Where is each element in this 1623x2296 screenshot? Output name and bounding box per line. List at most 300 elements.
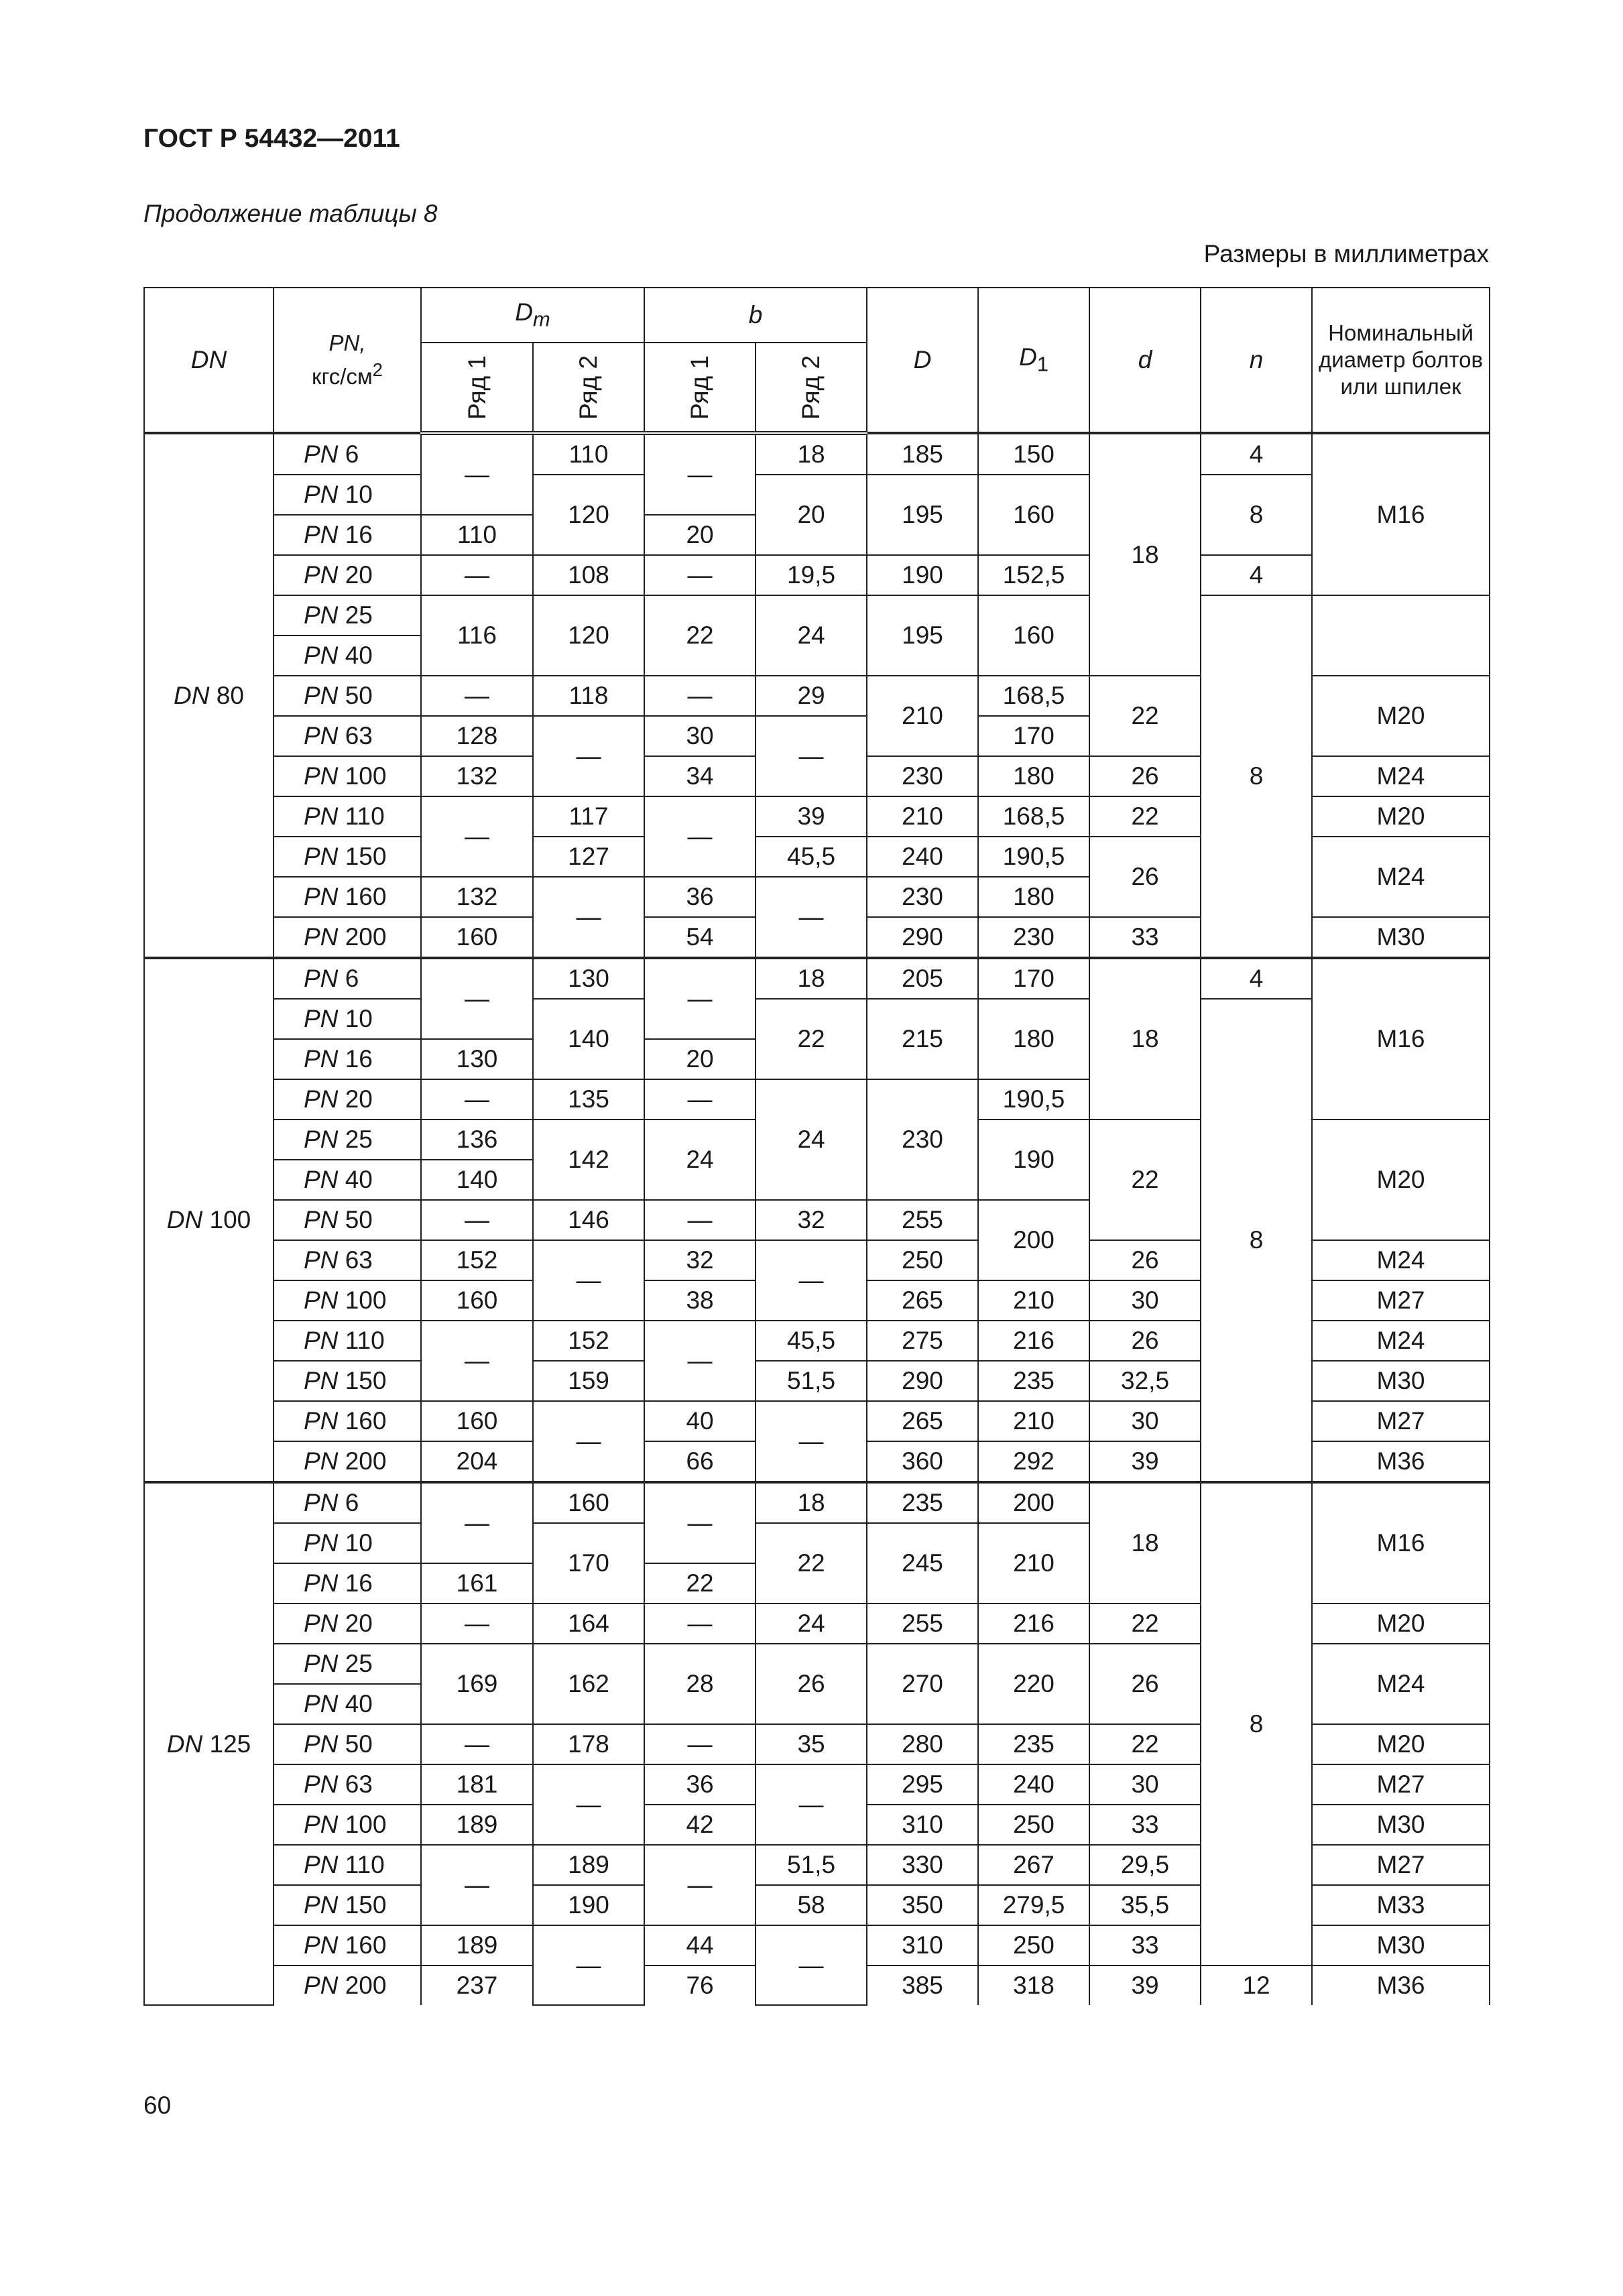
cell: 58 (756, 1885, 867, 1925)
header-dm-row2: Ряд 2 (533, 343, 644, 433)
cell: 190,5 (978, 837, 1089, 877)
table-row (144, 555, 1490, 595)
cell: 30 (644, 716, 756, 756)
pn-cell: PN 200 (274, 1441, 421, 1482)
cell: 162 (533, 1644, 644, 1724)
pn-cell: PN 100 (274, 1805, 421, 1845)
cell: М24 (1312, 1240, 1490, 1280)
cell: 195 (867, 595, 978, 676)
flange-dimensions-table (143, 287, 1490, 2006)
cell: 34 (644, 756, 756, 796)
cell: М16 (1312, 433, 1490, 595)
cell: 12 (1201, 1966, 1312, 2005)
cell: 4 (1201, 958, 1312, 999)
pn-cell: PN 63 (274, 1764, 421, 1805)
cell: 215 (867, 999, 978, 1079)
cell: М27 (1312, 1845, 1490, 1885)
cell: 32 (644, 1240, 756, 1280)
cell: — (644, 1845, 756, 1925)
pn-cell: PN 100 (274, 1280, 421, 1321)
units-note: Размеры в миллиметрах (1203, 240, 1489, 267)
cell: 180 (978, 756, 1089, 796)
pn-cell: PN 50 (274, 1724, 421, 1764)
cell: 310 (867, 1925, 978, 1966)
cell: — (421, 1079, 533, 1120)
cell: 152 (533, 1321, 644, 1361)
cell: 22 (756, 1523, 867, 1604)
pn-cell: PN 16 (274, 1563, 421, 1604)
cell: 146 (533, 1200, 644, 1240)
cell: 152 (421, 1240, 533, 1280)
cell: 33 (1089, 917, 1201, 958)
cell: 33 (1089, 1925, 1201, 1966)
cell: 235 (978, 1361, 1089, 1401)
pn-cell: PN 10 (274, 1523, 421, 1563)
cell: 135 (533, 1079, 644, 1120)
pn-cell: PN 25 (274, 1120, 421, 1160)
cell: 40 (644, 1401, 756, 1441)
cell: 39 (1089, 1966, 1201, 2005)
cell: 140 (421, 1160, 533, 1200)
cell: — (421, 555, 533, 595)
cell: — (644, 958, 756, 1039)
cell: 169 (421, 1644, 533, 1724)
cell (1312, 595, 1490, 676)
cell: — (533, 877, 644, 958)
cell: 160 (978, 595, 1089, 676)
cell: М16 (1312, 1482, 1490, 1604)
cell: — (644, 555, 756, 595)
cell: — (644, 1079, 756, 1120)
cell: 265 (867, 1401, 978, 1441)
header-dn: DN (144, 288, 274, 433)
cell: 130 (533, 958, 644, 999)
cell: 29 (756, 676, 867, 716)
cell: 350 (867, 1885, 978, 1925)
cell: — (421, 796, 533, 877)
cell: — (421, 1845, 533, 1925)
cell: 38 (644, 1280, 756, 1321)
cell: М20 (1312, 676, 1490, 756)
cell: 330 (867, 1845, 978, 1885)
cell: 8 (1201, 475, 1312, 555)
header-b-row1: Ряд 1 (644, 343, 756, 433)
cell: 51,5 (756, 1845, 867, 1885)
cell: — (533, 1925, 644, 2005)
cell: 181 (421, 1764, 533, 1805)
cell: — (421, 1482, 533, 1563)
cell: 180 (978, 877, 1089, 917)
cell: 120 (533, 475, 644, 555)
cell: 190 (533, 1885, 644, 1925)
cell: 4 (1201, 433, 1312, 475)
table-row (144, 958, 1490, 999)
cell: М30 (1312, 1925, 1490, 1966)
cell: М33 (1312, 1885, 1490, 1925)
cell: 19,5 (756, 555, 867, 595)
cell: М24 (1312, 1644, 1490, 1724)
cell: М36 (1312, 1441, 1490, 1482)
cell: 168,5 (978, 796, 1089, 837)
pn-cell: PN 20 (274, 1604, 421, 1644)
cell: 170 (533, 1523, 644, 1604)
pn-cell: PN 200 (274, 1966, 421, 2005)
cell: 237 (421, 1966, 533, 2005)
header-b-row2: Ряд 2 (756, 343, 867, 433)
cell: М27 (1312, 1280, 1490, 1321)
cell: 216 (978, 1604, 1089, 1644)
document-header: ГОСТ Р 54432—2011 (143, 124, 400, 153)
cell: 140 (533, 999, 644, 1079)
cell: 168,5 (978, 676, 1089, 716)
cell: 164 (533, 1604, 644, 1644)
pn-cell: PN 160 (274, 1925, 421, 1966)
cell: 235 (867, 1482, 978, 1523)
cell: 24 (756, 1079, 867, 1200)
cell: 290 (867, 1361, 978, 1401)
cell: — (644, 433, 756, 515)
cell: 26 (1089, 1240, 1201, 1280)
cell: 280 (867, 1724, 978, 1764)
cell: — (756, 1764, 867, 1845)
cell: 39 (756, 796, 867, 837)
cell: 36 (644, 877, 756, 917)
cell: 161 (421, 1563, 533, 1604)
cell: 45,5 (756, 1321, 867, 1361)
cell: 22 (1089, 796, 1201, 837)
pn-cell: PN 63 (274, 1240, 421, 1280)
dn-cell: DN 125 (144, 1482, 274, 2005)
table-row (144, 1482, 1490, 1523)
pn-cell: PN 6 (274, 958, 421, 999)
pn-cell: PN 40 (274, 1160, 421, 1200)
pn-cell: PN 20 (274, 555, 421, 595)
cell: 108 (533, 555, 644, 595)
cell: 185 (867, 433, 978, 475)
pn-cell: PN 6 (274, 433, 421, 475)
cell: 189 (533, 1845, 644, 1885)
cell: — (644, 1604, 756, 1644)
cell: — (644, 1321, 756, 1401)
cell: 26 (1089, 1321, 1201, 1361)
cell: — (756, 1401, 867, 1482)
cell: 20 (644, 515, 756, 555)
cell: 26 (1089, 1644, 1201, 1724)
header-d: d (1089, 288, 1201, 433)
cell: 24 (644, 1120, 756, 1200)
cell: 66 (644, 1441, 756, 1482)
cell: 200 (978, 1482, 1089, 1523)
cell: 250 (867, 1240, 978, 1280)
header-n: n (1201, 288, 1312, 433)
cell: 210 (867, 676, 978, 756)
cell: 230 (867, 756, 978, 796)
cell: 190,5 (978, 1079, 1089, 1120)
cell: 24 (756, 595, 867, 676)
cell: 22 (1089, 676, 1201, 756)
cell: 54 (644, 917, 756, 958)
cell: 120 (533, 595, 644, 676)
cell: 195 (867, 475, 978, 555)
table-row (144, 433, 1490, 475)
cell: 204 (421, 1441, 533, 1482)
cell: 250 (978, 1805, 1089, 1845)
cell: 255 (867, 1604, 978, 1644)
cell: М24 (1312, 756, 1490, 796)
cell: М27 (1312, 1401, 1490, 1441)
cell: 267 (978, 1845, 1089, 1885)
cell: М16 (1312, 958, 1490, 1120)
cell: 22 (1089, 1604, 1201, 1644)
cell: М27 (1312, 1764, 1490, 1805)
table-continuation-caption: Продолжение таблицы 8 (143, 200, 438, 227)
header-b: b (644, 288, 867, 343)
cell: 250 (978, 1925, 1089, 1966)
cell: 26 (756, 1644, 867, 1724)
cell: 36 (644, 1764, 756, 1805)
cell: — (756, 1925, 867, 2005)
cell: 30 (1089, 1280, 1201, 1321)
header-bolt-diameter: Номинальный диаметр болтов или шпилек (1312, 288, 1490, 433)
cell: 275 (867, 1321, 978, 1361)
cell: — (756, 1240, 867, 1321)
cell: 170 (978, 716, 1089, 756)
cell: 20 (756, 475, 867, 555)
cell: 32 (756, 1200, 867, 1240)
pn-cell: PN 63 (274, 716, 421, 756)
cell: 190 (867, 555, 978, 595)
cell: 189 (421, 1805, 533, 1845)
cell: 310 (867, 1805, 978, 1845)
cell: 42 (644, 1805, 756, 1845)
pn-cell: PN 160 (274, 877, 421, 917)
pn-cell: PN 6 (274, 1482, 421, 1523)
cell: 116 (421, 595, 533, 676)
cell: М30 (1312, 1805, 1490, 1845)
cell: 18 (756, 1482, 867, 1523)
header-dm: $D_m$ (421, 288, 644, 343)
pn-cell: PN 40 (274, 1684, 421, 1724)
cell: 205 (867, 958, 978, 999)
cell: 200 (978, 1200, 1089, 1280)
cell: 295 (867, 1764, 978, 1805)
cell: 33 (1089, 1805, 1201, 1845)
pn-cell: PN 110 (274, 796, 421, 837)
cell: 18 (756, 433, 867, 475)
table-row (144, 595, 1490, 636)
cell: 160 (421, 917, 533, 958)
cell: 240 (867, 837, 978, 877)
cell: 318 (978, 1966, 1089, 2005)
cell: — (644, 676, 756, 716)
cell: 35,5 (1089, 1885, 1201, 1925)
cell: — (644, 1200, 756, 1240)
cell: М20 (1312, 1120, 1490, 1240)
cell: 142 (533, 1120, 644, 1200)
header-dm-row1: Ряд 1 (421, 343, 533, 433)
cell: 160 (533, 1482, 644, 1523)
cell: — (644, 796, 756, 877)
pn-cell: PN 10 (274, 475, 421, 515)
cell: — (644, 1724, 756, 1764)
cell: 265 (867, 1280, 978, 1321)
pn-cell: PN 10 (274, 999, 421, 1039)
cell: 152,5 (978, 555, 1089, 595)
cell: 132 (421, 877, 533, 917)
cell: 18 (1089, 958, 1201, 1120)
cell: 8 (1201, 595, 1312, 958)
cell: М20 (1312, 1604, 1490, 1644)
cell: 160 (421, 1280, 533, 1321)
cell: — (533, 1764, 644, 1845)
cell: 29,5 (1089, 1845, 1201, 1885)
header-D: D (867, 288, 978, 433)
cell: 39 (1089, 1441, 1201, 1482)
cell: М24 (1312, 837, 1490, 917)
cell: 18 (1089, 433, 1201, 676)
cell: 127 (533, 837, 644, 877)
cell: 235 (978, 1724, 1089, 1764)
cell: 8 (1201, 1482, 1312, 1966)
cell: 230 (867, 877, 978, 917)
cell: 160 (978, 475, 1089, 555)
cell: — (421, 958, 533, 1039)
pn-cell: PN 16 (274, 515, 421, 555)
cell: 22 (1089, 1120, 1201, 1240)
cell: — (421, 1200, 533, 1240)
cell: 18 (756, 958, 867, 999)
cell: 220 (978, 1644, 1089, 1724)
cell: 51,5 (756, 1361, 867, 1401)
cell: — (421, 1604, 533, 1644)
pn-cell: PN 160 (274, 1401, 421, 1441)
cell: 45,5 (756, 837, 867, 877)
cell: 118 (533, 676, 644, 716)
cell: 35 (756, 1724, 867, 1764)
cell: 230 (867, 1079, 978, 1200)
cell: — (533, 1240, 644, 1321)
cell: 210 (867, 796, 978, 837)
cell: М30 (1312, 1361, 1490, 1401)
cell: 32,5 (1089, 1361, 1201, 1401)
cell: 210 (978, 1523, 1089, 1604)
cell: 28 (644, 1644, 756, 1724)
cell: 128 (421, 716, 533, 756)
cell: 22 (644, 1563, 756, 1604)
cell: 180 (978, 999, 1089, 1079)
pn-cell: PN 150 (274, 1885, 421, 1925)
cell: 44 (644, 1925, 756, 1966)
header-pn: PN, кгс/$см^2$ (274, 288, 421, 433)
cell: — (421, 1321, 533, 1401)
cell: — (533, 1401, 644, 1482)
cell: 160 (421, 1401, 533, 1441)
pn-cell: PN 100 (274, 756, 421, 796)
cell: М30 (1312, 917, 1490, 958)
cell: 189 (421, 1925, 533, 1966)
cell: 4 (1201, 555, 1312, 595)
cell: 159 (533, 1361, 644, 1401)
pn-cell: PN 50 (274, 676, 421, 716)
cell: 245 (867, 1523, 978, 1604)
cell: — (421, 1724, 533, 1764)
cell: 30 (1089, 1401, 1201, 1441)
pn-cell: PN 150 (274, 1361, 421, 1401)
cell: 130 (421, 1039, 533, 1079)
cell: 26 (1089, 756, 1201, 796)
cell: 8 (1201, 999, 1312, 1482)
cell: 136 (421, 1120, 533, 1160)
cell: 210 (978, 1280, 1089, 1321)
cell: — (756, 716, 867, 796)
dn-cell: DN 80 (144, 433, 274, 958)
cell: М20 (1312, 1724, 1490, 1764)
pn-cell: PN 25 (274, 1644, 421, 1684)
cell: 270 (867, 1644, 978, 1724)
cell: 170 (978, 958, 1089, 999)
pn-cell: PN 150 (274, 837, 421, 877)
cell: 110 (421, 515, 533, 555)
pn-cell: PN 20 (274, 1079, 421, 1120)
pn-cell: PN 25 (274, 595, 421, 636)
cell: — (421, 676, 533, 716)
cell: 30 (1089, 1764, 1201, 1805)
pn-cell: PN 16 (274, 1039, 421, 1079)
cell: 24 (756, 1604, 867, 1644)
cell: 190 (978, 1120, 1089, 1200)
cell: 110 (533, 433, 644, 475)
cell: — (756, 877, 867, 958)
cell: 76 (644, 1966, 756, 2005)
cell: М20 (1312, 796, 1490, 837)
table-row (144, 475, 1490, 515)
cell: М24 (1312, 1321, 1490, 1361)
cell: 292 (978, 1441, 1089, 1482)
cell: 26 (1089, 837, 1201, 917)
cell: 20 (644, 1039, 756, 1079)
cell: — (421, 433, 533, 515)
pn-cell: PN 200 (274, 917, 421, 958)
cell: 132 (421, 756, 533, 796)
pn-cell: PN 110 (274, 1321, 421, 1361)
pn-cell: PN 40 (274, 636, 421, 676)
cell: 22 (756, 999, 867, 1079)
pn-cell: PN 50 (274, 1200, 421, 1240)
cell: 117 (533, 796, 644, 837)
dn-cell: DN 100 (144, 958, 274, 1482)
cell: 150 (978, 433, 1089, 475)
pn-cell: PN 110 (274, 1845, 421, 1885)
cell: 230 (978, 917, 1089, 958)
page-number: 60 (143, 2092, 172, 2119)
table-row (144, 999, 1490, 1039)
cell: — (533, 716, 644, 796)
cell: 255 (867, 1200, 978, 1240)
cell: 385 (867, 1966, 978, 2005)
cell: М36 (1312, 1966, 1490, 2005)
cell: 22 (644, 595, 756, 676)
cell: — (644, 1482, 756, 1563)
cell: 210 (978, 1401, 1089, 1441)
header-D1: $D_1$ (978, 288, 1089, 433)
cell: 290 (867, 917, 978, 958)
cell: 18 (1089, 1482, 1201, 1604)
cell: 279,5 (978, 1885, 1089, 1925)
cell: 240 (978, 1764, 1089, 1805)
cell: 216 (978, 1321, 1089, 1361)
cell: 22 (1089, 1724, 1201, 1764)
cell: 178 (533, 1724, 644, 1764)
